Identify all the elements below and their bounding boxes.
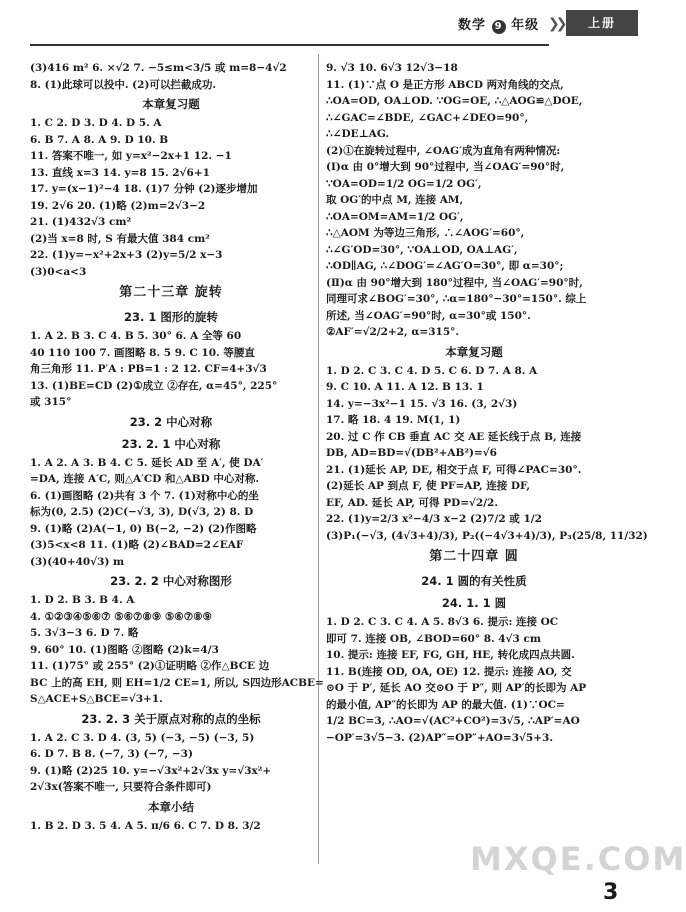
answer-line: 1/2 BC=3, ∴AO=√(AC²+CO²)=3√5, ∴AP′=AO — [326, 715, 580, 727]
answer-line: 20. 过 C 作 CB 垂直 AC 交 AE 延长线于点 B, 连接 — [326, 430, 582, 443]
answer-line: 1. A 2. A 3. B 4. C 5. 延长 AD 至 A′, 使 DA′ — [30, 456, 264, 469]
answer-line: 9. (1)略 (2)25 10. y=−√3x²+2√3x y=√3x²+ — [30, 764, 272, 777]
section-heading: 23. 1 图形的旋转 — [124, 310, 218, 324]
answer-line: 1. D 2. C 3. C 4. A 5. 8√3 6. 提示: 连接 OC — [326, 616, 559, 628]
answer-line: ∴OA=OD, OA⊥OD. ∵OG=OE, ∴△AOG≌△DOE, — [326, 95, 583, 107]
section-heading: 23. 2. 3 关于原点对称的点的坐标 — [81, 711, 261, 726]
answer-line: (3)416 m² 6. ×√2 7. −5≤m<3/5 或 m=8−4√2 — [30, 62, 287, 74]
answer-line: ∴△AOM 为等边三角形, ∴∠AOG′=60°, — [326, 227, 525, 239]
header-rule — [30, 44, 549, 46]
answer-line: S△ACE+S△BCE=√3+1. — [30, 693, 163, 705]
answer-line: ∴∠DE⊥AG. — [326, 128, 390, 140]
answer-line: 6. D 7. B 8. (−7, 3) (−7, −3) — [30, 748, 193, 760]
answer-line: (2)延长 AP 到点 F, 使 PF=AP, 连接 DF, — [326, 480, 531, 492]
page-number: 3 — [603, 880, 619, 905]
answer-line: 21. (1)延长 AP, DE, 相交于点 F, 可得∠PAC=30°. — [326, 463, 582, 476]
answer-line: 的最小值, AP″的长即为 AP 的最大值. (1)∵OC= — [326, 698, 565, 711]
answer-line: 10. 提示: 连接 EF, FG, GH, HE, 转化成四点共圆. — [326, 649, 575, 661]
answer-line: 1. D 2. C 3. C 4. D 5. C 6. D 7. A 8. A — [326, 364, 538, 377]
answer-line: (3)5<x<8 11. (1)略 (2)∠BAD=2∠EAF — [30, 539, 244, 551]
answer-line: 11. (1)∵点 O 是正方形 ABCD 两对角线的交点, — [326, 78, 564, 91]
section-heading: 23. 2. 2 中心对称图形 — [110, 574, 232, 588]
answer-line: 13. (1)BE=CD (2)①成立 ②存在, α=45°, 225° — [30, 379, 278, 392]
answer-line: (2)①在旋转过程中, ∠OAG′成为直角有两种情况: — [326, 144, 561, 157]
answer-line: =DA, 连接 A′C, 则△A′CD 和△ABD 中心对称. — [30, 473, 260, 485]
watermark: MXQE.COM — [470, 840, 686, 878]
answer-line: 17. y=(x−1)²−4 18. (1)7 分钟 (2)逐步增加 — [30, 183, 258, 195]
answer-line: BC 上的高 EH, 则 EH=1/2 CE=1, 所以, S四边形ACBE= — [30, 676, 324, 689]
answer-line: 5. 3√3−3 6. D 7. 略 — [30, 627, 139, 639]
answer-line: 22. (1)y=2/3 x²−4/3 x−2 (2)7/2 或 1/2 — [326, 513, 542, 525]
right-column — [326, 60, 648, 746]
answer-line: 21. (1)432√3 cm² — [30, 216, 132, 228]
left-column — [30, 60, 324, 834]
answer-line: 22. (1)y=−x²+2x+3 (2)y=5/2 x−3 — [30, 249, 223, 261]
answer-line: 11. B(连接 OD, OA, OE) 12. 提示: 连接 AO, 交 — [326, 665, 572, 678]
answer-line: 同理可求∠BOG′=30°, ∴α=180°−30°=150°. 综上 — [326, 293, 587, 305]
answer-line: 1. C 2. D 3. D 4. D 5. A — [30, 117, 162, 129]
answer-line: 或 315° — [30, 396, 72, 408]
section-heading: 23. 2. 1 中心对称 — [121, 436, 221, 451]
answer-line: EF, AD. 延长 AP, 可得 PD=√2/2. — [326, 496, 499, 509]
answer-line: (3)(40+40√3) m — [30, 555, 125, 568]
answer-line: 6. B 7. A 8. A 9. D 10. B — [30, 133, 169, 146]
answer-line: (Ⅰ)α 由 0°增大到 90°过程中, 当∠OAG′=90°时, — [326, 161, 565, 173]
answer-line: 1. B 2. D 3. 5 4. A 5. π/6 6. C 7. D 8. 3/2 — [30, 819, 261, 832]
answer-line: ②AF′=√2/2+2, α=315°. — [326, 326, 460, 338]
chapter-heading: 第二十四章 圆 — [429, 549, 519, 564]
answer-line: 所述, 当∠OAG′=90°时, α=30°或 150°. — [326, 309, 531, 322]
answer-line: 2√3x(答案不唯一, 只要符合条件即可) — [30, 781, 212, 793]
answer-line: ∴OD∥AG, ∴∠DOG′=∠AG′O=30°, 即 α=30°; — [326, 260, 564, 272]
column-divider — [318, 54, 319, 864]
section-heading: 本章小结 — [148, 799, 194, 814]
answer-line: ∴∠GAC=∠BDE, ∠GAC+∠DEO=90°, — [326, 111, 529, 124]
double-chevron-icon: ❯❯ — [548, 16, 564, 32]
section-heading: 本章复习题 — [445, 344, 503, 359]
answer-line: 角三角形 11. P′A : PB=1 : 2 12. CF=4+3√3 — [30, 363, 267, 375]
section-heading: 24. 1 圆的有关性质 — [421, 574, 527, 588]
answer-line: 13. 直线 x=3 14. y=8 15. 2√6+1 — [30, 166, 210, 179]
answer-line: (3)P₁(−√3, (4√3+4)/3), P₂((−4√3+4)/3), P₃(25/8, 11/32) — [326, 529, 648, 542]
section-heading: 本章复习题 — [142, 97, 200, 111]
grade-label: 年级 — [511, 18, 540, 33]
page-header — [0, 0, 641, 46]
volume-badge: 上册 — [566, 10, 638, 36]
answer-line: 6. (1)画图略 (2)共有 3 个 7. (1)对称中心的坐 — [30, 489, 259, 502]
answer-line: −OP′=3√5−3. (2)AP″=OP″+AO=3√5+3. — [326, 731, 554, 744]
answer-line: (2)当 x=8 时, S 有最大值 384 cm² — [30, 232, 210, 245]
answer-line: 19. 2√6 20. (1)略 (2)m=2√3−2 — [30, 199, 206, 212]
answer-line: 4. ①②③④⑤⑥⑦ ⑤⑥⑦⑧⑨ ⑤⑥⑦⑧⑨ — [30, 610, 212, 623]
answer-line: DB, AD=BD=√(DB²+AB²)=√6 — [326, 447, 497, 459]
answer-line: ⊙O 于 P′, 延长 AO 交⊙O 于 P″, 则 AP′的长即为 AP — [326, 682, 587, 694]
grade-number-badge: 9 — [492, 20, 506, 34]
section-heading: 23. 2 中心对称 — [129, 414, 213, 429]
chapter-heading: 第二十三章 旋转 — [119, 285, 223, 300]
answer-line: ∴OA=OM=AM=1/2 OG′, — [326, 210, 464, 223]
answer-line: 11. 答案不唯一, 如 y=x²−2x+1 12. −1 — [30, 150, 232, 162]
answer-line: 1. D 2. B 3. B 4. A — [30, 594, 135, 606]
answer-line: 即可 7. 连接 OB, ∠BOD=60° 8. 4√3 cm — [326, 632, 541, 645]
section-heading: 24. 1. 1 圆 — [441, 596, 507, 610]
header-title — [458, 14, 539, 34]
answer-line: 9. C 10. A 11. A 12. B 13. 1 — [326, 381, 484, 393]
answer-line: 40 110 100 7. 画图略 8. 5 9. C 10. 等腰直 — [30, 346, 255, 359]
answer-line: 11. (1)75° 或 255° (2)①证明略 ②作△BCE 边 — [30, 660, 270, 672]
answer-line: 9. 60° 10. (1)图略 ②图略 (2)k=4/3 — [30, 643, 219, 656]
subject-label: 数学 — [458, 18, 487, 33]
answer-line: 9. (1)略 (2)A(−1, 0) B(−2, −2) (2)作图略 — [30, 522, 257, 535]
answer-line: 8. (1)此球可以投中. (2)可以拦截成功. — [30, 78, 217, 91]
answer-line: 1. A 2. B 3. C 4. B 5. 30° 6. A 全等 60 — [30, 330, 242, 342]
answer-line: (3)0<a<3 — [30, 265, 87, 278]
answer-line: 17. 略 18. 4 19. M(1, 1) — [326, 414, 461, 426]
answer-line: 14. y=−3x²−1 15. √3 16. (3, 2√3) — [326, 397, 518, 410]
answer-line: 标为(0, 2.5) (2)C(−√3, 3), D(√3, 2) 8. D — [30, 506, 254, 518]
answer-line: 9. √3 10. 6√3 12√3−18 — [326, 62, 458, 74]
answer-line: 1. A 2. C 3. D 4. (3, 5) (−3, −5) (−3, 5) — [30, 731, 255, 744]
answer-line: (Ⅱ)α 由 90°增大到 180°过程中, 当∠OAG′=90°时, — [326, 276, 583, 289]
answer-line: 取 OG′的中点 M, 连接 AM, — [326, 194, 464, 206]
answer-line: ∴∠G′OD=30°, ∵OA⊥OD, OA⊥AG′, — [326, 243, 518, 256]
answer-line: ∵OA=OD=1/2 OG=1/2 OG′, — [326, 177, 482, 190]
